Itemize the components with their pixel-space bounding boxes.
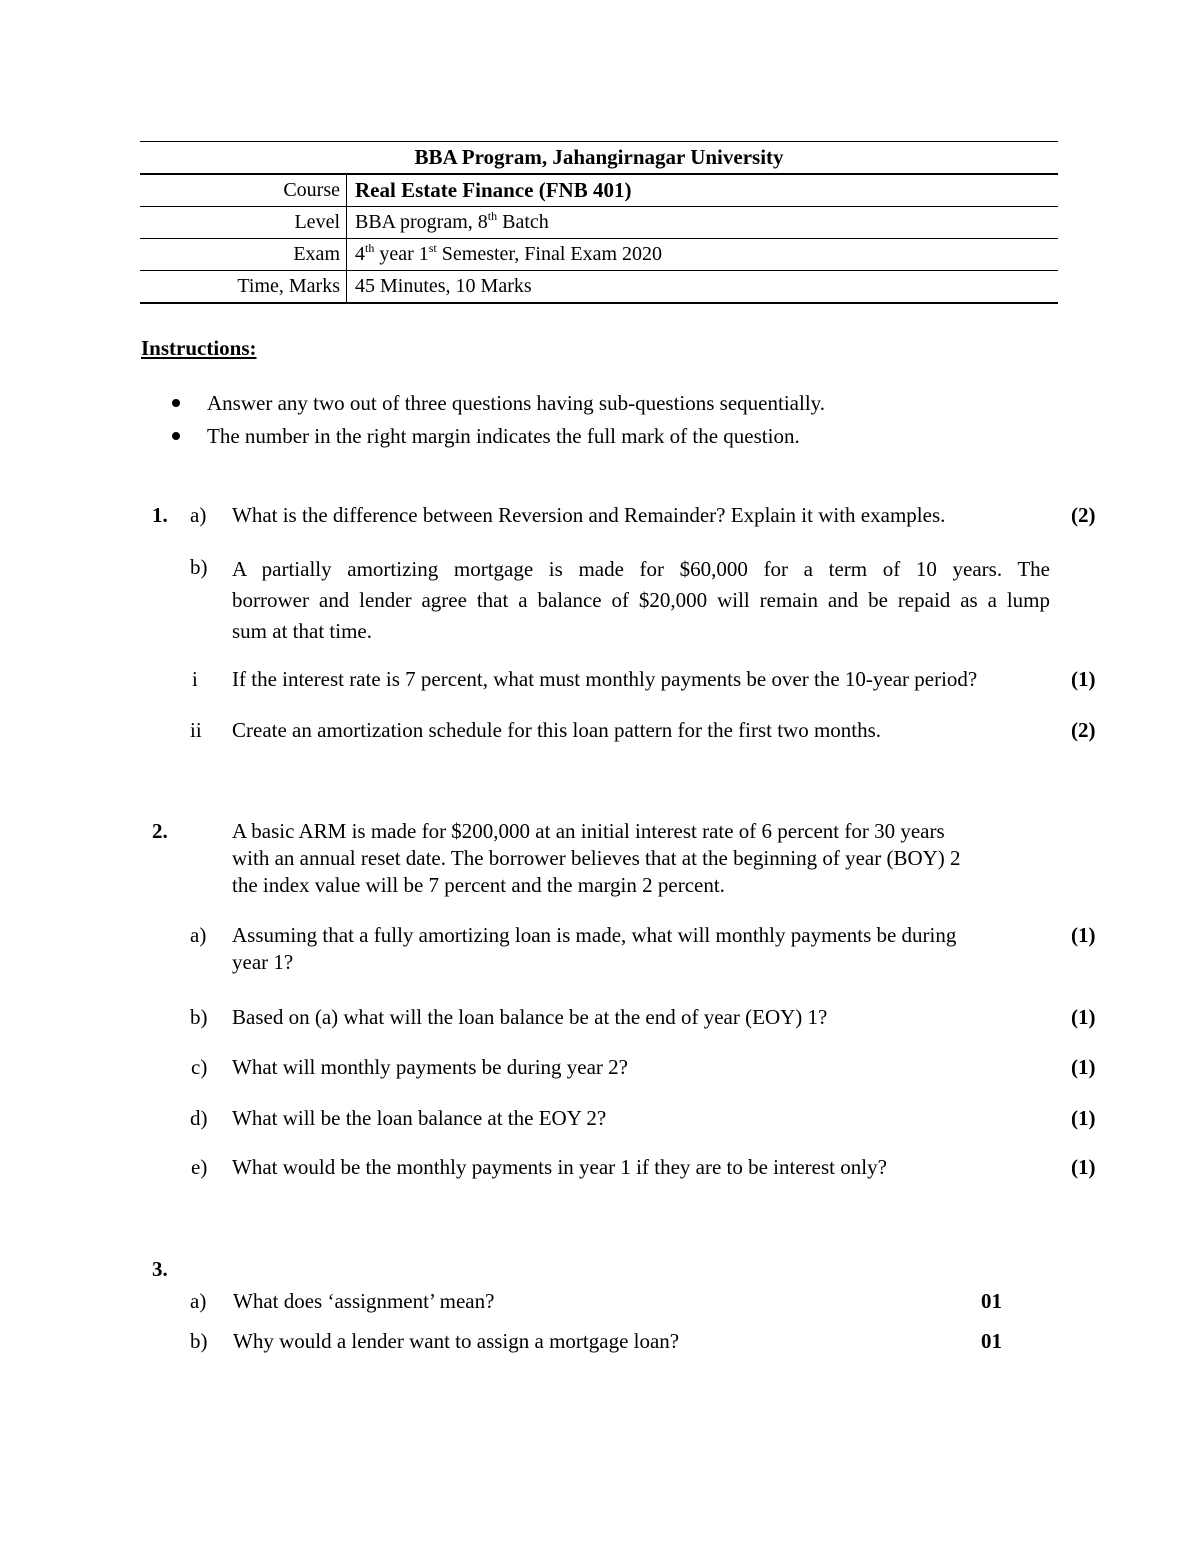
q2-b-label: b) <box>190 1005 208 1029</box>
q1-b-text: A partially amortizing mortgage is made for $60,000 for a term of 10 years. The borrower and lender agree that a balance of $20,000 will remain and be repaid as a lump sum at that time. <box>232 557 1050 643</box>
time-marks-value: 45 Minutes, 10 Marks <box>355 275 532 297</box>
q2-e-label: e) <box>191 1155 208 1179</box>
time-marks-row <box>140 271 1058 304</box>
q3-b-text: Why would a lender want to assign a mortgage loan? <box>233 1329 680 1353</box>
q1-ii-mark: (2) <box>1071 718 1096 742</box>
q1-b-label: b) <box>190 555 208 579</box>
q3-b-label: b) <box>190 1329 208 1353</box>
instructions-list <box>172 388 825 454</box>
q1-a-label: a) <box>190 503 207 527</box>
q2-d-mark: (1) <box>1071 1106 1096 1130</box>
course-value: Real Estate Finance (FNB 401) <box>355 178 632 202</box>
q2-e-mark: (1) <box>1071 1155 1096 1179</box>
q2-d-text: What will be the loan balance at the EOY 2? <box>232 1106 607 1130</box>
q3-a-label: a) <box>190 1289 207 1313</box>
q1-i-label: i <box>192 667 198 691</box>
course-label: Course <box>140 175 347 206</box>
exam-row <box>140 239 1058 271</box>
q1-a-mark: (2) <box>1071 503 1096 527</box>
q2-d-label: d) <box>190 1106 208 1130</box>
course-row <box>140 175 1058 207</box>
exam-value: 4th year 1st Semester, Final Exam 2020 <box>355 241 663 265</box>
instruction-item: Answer any two out of three questions having sub-questions sequentially. <box>172 388 825 418</box>
question-2-number: 2. <box>152 819 168 843</box>
q2-c-label: c) <box>191 1055 208 1079</box>
instructions-title: Instructions: <box>141 336 257 360</box>
q2-b-text: Based on (a) what will the loan balance be at the end of year (EOY) 1? <box>232 1005 828 1029</box>
instruction-item: The number in the right margin indicates the full mark of the question. <box>172 421 825 451</box>
bullet-icon <box>172 432 180 440</box>
level-label: Level <box>140 207 347 238</box>
header-title: BBA Program, Jahangirnagar University <box>140 141 1058 175</box>
exam-label: Exam <box>140 239 347 270</box>
q3-b-mark: 01 <box>981 1329 1002 1353</box>
q1-ii-label: ii <box>190 718 202 742</box>
q2-a-mark: (1) <box>1071 923 1096 947</box>
level-row <box>140 207 1058 239</box>
level-value: BBA program, 8th Batch <box>355 209 549 233</box>
q2-c-text: What will monthly payments be during year 2? <box>232 1055 628 1079</box>
q2-e-text: What would be the monthly payments in year 1 if they are to be interest only? <box>232 1155 887 1179</box>
q1-i-mark: (1) <box>1071 667 1096 691</box>
q3-a-text: What does ‘assignment’ mean? <box>233 1289 495 1313</box>
q3-a-mark: 01 <box>981 1289 1002 1313</box>
q1-ii-text: Create an amortization schedule for this loan pattern for the first two months. <box>232 718 882 742</box>
q2-stem: A basic ARM is made for $200,000 at an initial interest rate of 6 percent for 30 years with an annual reset date. The borrower believes that at the beginning of year (BOY) 2 the index value will be 7 percent and the margin 2 percent. <box>232 819 961 897</box>
q2-b-mark: (1) <box>1071 1005 1096 1029</box>
question-3-number: 3. <box>152 1257 168 1281</box>
q2-a-label: a) <box>190 923 207 947</box>
q2-c-mark: (1) <box>1071 1055 1096 1079</box>
q1-a-text: What is the difference between Reversion and Remainder? Explain it with examples. <box>232 503 946 527</box>
question-1-number: 1. <box>152 503 168 527</box>
bullet-icon <box>172 399 180 407</box>
time-marks-label: Time, Marks <box>140 271 347 302</box>
q1-i-text: If the interest rate is 7 percent, what must monthly payments be over the 10-year period? <box>232 667 978 691</box>
header-table <box>140 141 1058 304</box>
q2-a-text: Assuming that a fully amortizing loan is made, what will monthly payments be during year 1? <box>232 923 957 974</box>
